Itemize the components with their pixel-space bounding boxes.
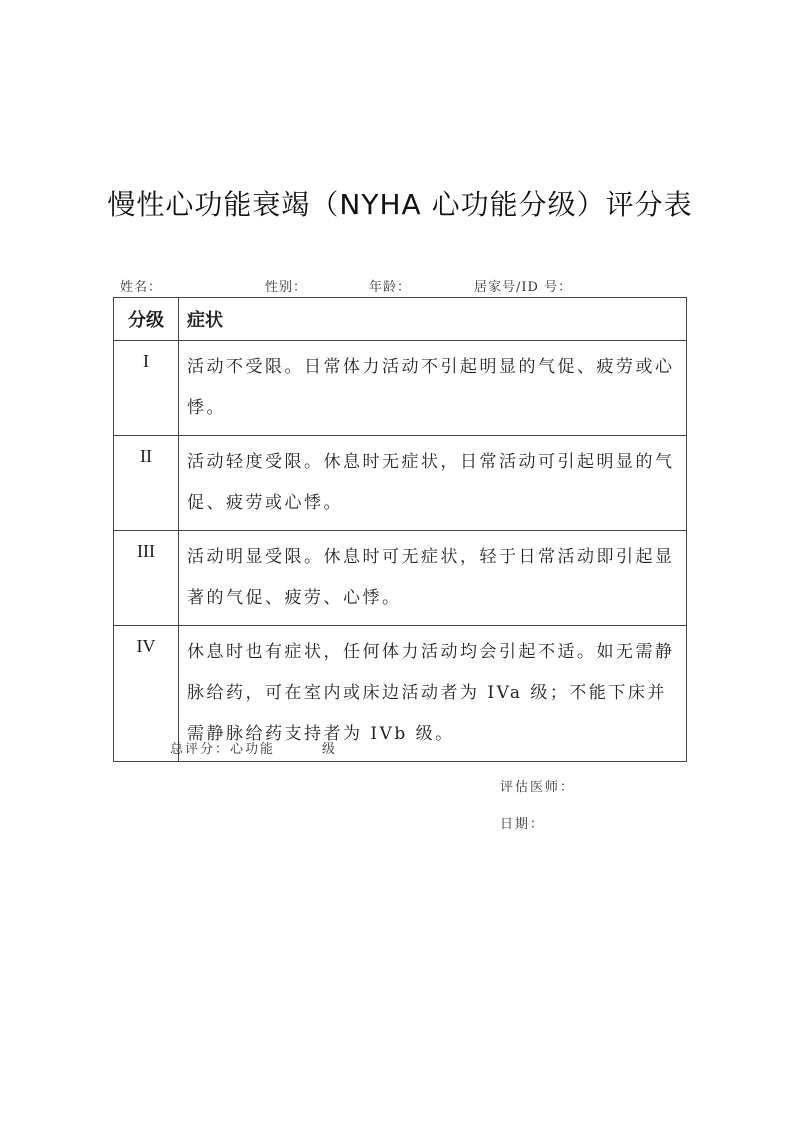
grade-cell: III — [114, 531, 179, 626]
resident-id-field-label: 居家号/ID 号： — [474, 280, 573, 295]
header-grade: 分级 — [114, 298, 179, 341]
table-header-row — [114, 298, 687, 341]
symptom-cell: 休息时也有症状，任何体力活动均会引起不适。如无需静脉给药，可在室内或床边活动者为 IVa 级；不能下床并需静脉给药支持者为 IVb 级。 — [179, 626, 687, 762]
table-row — [114, 341, 687, 436]
total-score-suffix: 级 — [322, 742, 338, 757]
page-title: 慢性心功能衰竭（NYHA 心功能分级）评分表 — [107, 188, 693, 221]
symptom-cell: 活动不受限。日常体力活动不引起明显的气促、疲劳或心悸。 — [179, 341, 687, 436]
date-label: 日期： — [500, 817, 546, 832]
header-symptom: 症状 — [179, 298, 687, 341]
name-field-label: 姓名： — [120, 280, 163, 295]
total-score-label: 总评分：心功能 — [170, 742, 276, 757]
table-row — [114, 436, 687, 531]
grade-cell: II — [114, 436, 179, 531]
gender-field-label: 性别： — [265, 280, 308, 295]
age-field-label: 年龄： — [369, 280, 412, 295]
table-row — [114, 531, 687, 626]
doctor-label: 评估医师： — [500, 780, 576, 795]
grade-cell: IV — [114, 626, 179, 762]
grade-cell: I — [114, 341, 179, 436]
nyha-grading-table — [113, 297, 687, 762]
symptom-cell: 活动明显受限。休息时可无症状，轻于日常活动即引起显著的气促、疲劳、心悸。 — [179, 531, 687, 626]
symptom-cell: 活动轻度受限。休息时无症状，日常活动可引起明显的气促、疲劳或心悸。 — [179, 436, 687, 531]
